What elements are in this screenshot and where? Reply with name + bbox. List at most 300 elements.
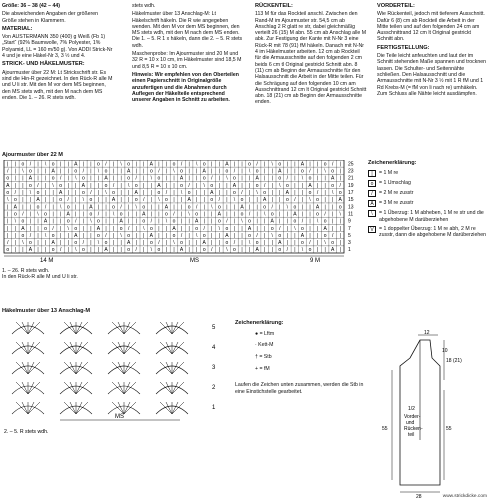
chart-cell-symbol: o (217, 204, 221, 211)
chart-cell-symbol: | (203, 218, 205, 225)
chart-cell-symbol: | (332, 197, 334, 204)
chart-cell-symbol: | (294, 232, 296, 239)
chart-cell-symbol: | (165, 175, 168, 182)
chart-cell-symbol: | (188, 240, 190, 247)
chart-cell-symbol: o (323, 232, 327, 239)
legend-item (368, 170, 488, 177)
chart-cell-symbol: o (316, 211, 319, 218)
chart-cell-symbol: | (90, 161, 92, 168)
chart-cell-symbol: / (22, 211, 24, 218)
chart-cell-symbol: o (59, 197, 63, 204)
chart-cell-symbol: \ (233, 197, 236, 204)
chart-cell-symbol: A (96, 225, 101, 232)
chart-cell-symbol: o (6, 189, 10, 196)
schematic-label-1: 1/2 (408, 406, 415, 412)
crochet-stitch (112, 382, 124, 394)
chart-cell-symbol: | (264, 225, 266, 232)
chart-cell-symbol: \ (324, 240, 326, 247)
chart-cell-symbol: o (278, 161, 282, 168)
crochet-stitch (64, 382, 76, 394)
chart-cell-symbol: \ (150, 175, 153, 182)
chart-row-number: 13 (348, 204, 354, 211)
chart-cell-symbol: A (13, 204, 18, 211)
chart-cell-symbol: o (127, 175, 131, 182)
chart-cell-symbol: A (149, 232, 154, 239)
chart-cell-symbol: | (279, 218, 281, 225)
chart-cell-symbol: A (28, 247, 33, 254)
chart-cell-symbol: | (271, 168, 273, 175)
chart-cell-symbol: | (158, 225, 160, 232)
chart-cell-symbol: | (226, 197, 228, 204)
chart-cell-symbol: | (52, 197, 54, 204)
chart-cell-symbol: | (112, 225, 115, 232)
chart-cell-symbol: \ (158, 197, 160, 204)
chart-cell-symbol: | (271, 189, 273, 196)
crochet-stitch (22, 382, 28, 394)
material-text: Von AUSTERMANN 350 (400) g Weiß (Fb 1) „Start“ (92% Baumwolle, 7% Polyester, 1% Polyamid, LL = 160 m/50 g). Von ADDI Strick-Nr 4 und je eine Häkel-Nr 3, 3 ½ und 4. (2, 34, 113, 60)
chart-cell-symbol: | (218, 247, 220, 254)
chart-cell-symbol: o (255, 182, 259, 189)
chart-cell-symbol: \ (143, 225, 145, 232)
col2-p2: Häkelmuster über 13 Anschlag-M: Lt Häkelschrift häkeln. Die R wie angegeben wenden. Mit den M vor dem MS beginnen, den MS stets wdh, mit den M nach dem MS enden. Die 1. – 5. R 1 x häkeln, dann die 2. – 5. R stets wdh. (132, 11, 243, 49)
crochet-stitch (76, 342, 88, 354)
chart-cell-symbol: | (37, 232, 39, 239)
chart-cell-symbol: A (119, 218, 123, 225)
chart-cell-symbol: / (14, 189, 17, 196)
chart-cell-symbol: / (256, 161, 258, 168)
chart-cell-symbol: o (97, 218, 100, 225)
chart-cell-symbol: \ (52, 182, 54, 189)
chart-cell-symbol: | (97, 197, 100, 204)
chart-cell-symbol: | (60, 225, 62, 232)
chart-cell-symbol: | (150, 182, 152, 189)
chart-cell-symbol: | (196, 168, 198, 175)
chart-cell-symbol: | (233, 161, 236, 168)
legend-symbol: | (368, 170, 376, 177)
chart-cell-symbol: o (21, 232, 25, 239)
dim-arm: 18 (21) (446, 358, 462, 364)
crochet-stitch (70, 342, 76, 354)
chart-cell-symbol: / (165, 189, 168, 196)
chart-cell-symbol: o (338, 204, 342, 211)
crochet-stitch (22, 402, 28, 414)
chart-bottom-label: MS (190, 258, 199, 264)
chart-cell-symbol: | (67, 240, 69, 247)
chart-cell-symbol: A (81, 182, 86, 189)
chart-cell-symbol: | (180, 204, 183, 211)
chart-cell-symbol: | (112, 175, 115, 182)
chart-cell-symbol: | (188, 247, 190, 254)
chart-cell-symbol: | (37, 218, 39, 225)
crochet-stitch (28, 342, 40, 354)
legend-text: = 1 Überzug: 1 M abheben, 1 M re str und die abgehobene M darüberziehen (379, 210, 484, 223)
chart-cell-symbol: \ (7, 197, 9, 204)
crochet-stitch (124, 402, 136, 414)
chart-cell-symbol: | (196, 189, 198, 196)
chart-cell-symbol: o (149, 225, 153, 232)
chart-cell-symbol: | (188, 161, 190, 168)
crochet-stitch (28, 382, 34, 394)
chart-cell-symbol: | (196, 175, 198, 182)
chart-cell-symbol: | (332, 211, 334, 218)
chart-cell-symbol: | (90, 175, 92, 182)
chart-cell-symbol: | (82, 204, 84, 211)
chart-cell-symbol: | (332, 218, 334, 225)
chart-cell-symbol: | (90, 247, 92, 254)
chart-cell-symbol: \ (29, 189, 32, 196)
chart-cell-symbol: | (324, 182, 326, 189)
crochet-stitch (118, 362, 124, 374)
chart-cell-symbol: | (158, 211, 160, 218)
chart-cell-symbol: | (324, 247, 326, 254)
chart-cell-symbol: o (323, 218, 327, 225)
chart-cell-symbol: | (256, 218, 258, 225)
chart-row-number: 15 (348, 197, 354, 204)
chart-cell-symbol: \ (301, 175, 304, 182)
chart-cell-symbol: o (74, 225, 78, 232)
chart-cell-symbol: | (128, 218, 130, 225)
chart-cell-symbol: \ (248, 168, 251, 175)
chart-cell-symbol: | (143, 175, 145, 182)
knitting-chart (0, 160, 362, 270)
chart-cell-symbol: | (211, 211, 213, 218)
chart-cell-symbol: \ (203, 182, 205, 189)
chart-cell-symbol: | (29, 204, 32, 211)
chart-cell-symbol: | (44, 182, 47, 189)
chart-cell-symbol: o (187, 204, 191, 211)
slip-symbol: · (255, 341, 259, 348)
chart-cell-symbol: o (134, 182, 138, 189)
crochet-stitch (172, 322, 184, 334)
chart-cell-symbol: | (7, 161, 9, 168)
chart-cell-symbol: | (286, 211, 288, 218)
chart-cell-symbol: / (309, 168, 311, 175)
chart-cell-symbol: / (233, 240, 236, 247)
chart-cell-symbol: o (248, 218, 251, 225)
crochet-stitch (166, 342, 172, 354)
chart-cell-symbol: | (173, 197, 175, 204)
chart-cell-symbol: | (264, 232, 266, 239)
chart-cell-symbol: \ (127, 182, 130, 189)
dim-right: 55 (446, 426, 452, 432)
chart-cell-symbol: \ (44, 232, 47, 239)
chart-cell-symbol: / (135, 175, 137, 182)
chart-cell-symbol: o (172, 232, 176, 239)
legend-symbol: \ (368, 210, 376, 217)
chart-cell-symbol: | (60, 232, 62, 239)
chart-cell-symbol: | (180, 211, 183, 218)
material-heading: MATERIAL: (2, 25, 33, 32)
stitch-heading: STRICK- UND HÄKELMUSTER: (2, 61, 85, 68)
crochet-stitch (172, 382, 178, 394)
chart-cell-symbol: o (285, 197, 289, 204)
chart-cell-symbol: | (97, 247, 100, 254)
chart-cell-symbol: \ (309, 197, 311, 204)
chart-cell-symbol: | (14, 161, 16, 168)
chart-cell-symbol: | (264, 175, 266, 182)
chart-cell-symbol: | (226, 204, 228, 211)
chart-cell-symbol: A (338, 197, 342, 204)
chart-cell-symbol: o (104, 168, 108, 175)
dim-top: 12 (424, 330, 430, 336)
legend-text: = 2 M re zusstr (379, 190, 414, 197)
chart-cell-symbol: o (263, 189, 267, 196)
chart-cell-symbol: | (294, 240, 296, 247)
chart-cell-symbol: | (218, 189, 220, 196)
chart-cell-symbol: | (37, 175, 39, 182)
chart-cell-symbol: / (173, 211, 175, 218)
chart-cell-symbol: \ (165, 218, 168, 225)
chart-cell-symbol: | (128, 204, 130, 211)
chart-cell-symbol: | (128, 197, 130, 204)
crochet-stitch (160, 402, 172, 414)
chart-cell-symbol: | (264, 161, 266, 168)
chart-row-number: 7 (348, 225, 351, 232)
crochet-stitch (28, 382, 40, 394)
chart-cell-symbol: A (225, 232, 229, 239)
chart-cell-symbol: | (196, 240, 198, 247)
chart-cell-symbol: o (301, 168, 304, 175)
chart-cell-symbol: o (112, 204, 115, 211)
chart-cell-symbol: A (262, 197, 267, 204)
chart-cell-symbol: \ (22, 240, 24, 247)
chart-cell-symbol: o (180, 240, 183, 247)
chart-cell-symbol: o (233, 175, 236, 182)
chart-cell-symbol: o (217, 218, 221, 225)
chart-cell-symbol: | (203, 211, 205, 218)
sc-symbol: + (255, 366, 260, 373)
chart-cell-symbol: | (14, 175, 16, 182)
chart-cell-symbol: | (324, 189, 326, 196)
chart-cell-symbol: o (74, 240, 78, 247)
chart-cell-symbol: | (75, 182, 77, 189)
chart-row-number: 11 (348, 211, 354, 218)
chart-cell-symbol: | (120, 182, 122, 189)
crochet-stitch (166, 362, 172, 374)
chart-cell-symbol: | (105, 211, 107, 218)
chart-cell-symbol: o (308, 189, 312, 196)
chart-cell-symbol: | (294, 247, 296, 254)
chart-cell-symbol: \ (82, 197, 85, 204)
chart-cell-symbol: o (270, 211, 274, 218)
chart-cell-symbol: | (82, 225, 84, 232)
chart-cell-symbol: | (316, 182, 319, 189)
size-note: Die abweichenden Angaben der größeren Größe stehen in Klammern. (2, 11, 99, 24)
chart-cell-symbol: | (75, 197, 77, 204)
chart-cell-symbol: o (195, 211, 199, 218)
chart-cell-symbol: | (37, 168, 39, 175)
chart-cell-symbol: \ (339, 211, 341, 218)
chart-cell-symbol: | (294, 168, 296, 175)
chart-cell-symbol: | (120, 175, 122, 182)
chart-cell-symbol: A (308, 182, 312, 189)
chart-cell-symbol: | (286, 168, 288, 175)
chart-cell-symbol: A (58, 189, 63, 196)
chart-cell-symbol: | (241, 225, 243, 232)
chart-cell-symbol: \ (195, 161, 198, 168)
chart-cell-symbol: | (135, 168, 137, 175)
chart-cell-symbol: | (97, 189, 100, 196)
chart-cell-symbol: | (180, 197, 183, 204)
chart-cell-symbol: | (180, 218, 183, 225)
chart-cell-symbol: o (278, 247, 282, 254)
chart-cell-symbol: / (127, 225, 130, 232)
chart-cell-symbol: A (74, 161, 78, 168)
chart-cell-symbol: | (226, 189, 228, 196)
chart-cell-symbol: | (332, 204, 334, 211)
chart-cell-symbol: \ (135, 204, 137, 211)
chart-cell-symbol: | (248, 189, 251, 196)
chart-cell-symbol: \ (263, 211, 266, 218)
chart-cell-symbol: | (218, 240, 220, 247)
chart-cell-symbol: A (278, 240, 282, 247)
chart-cell-symbol: | (112, 232, 115, 239)
crochet-stitch (124, 322, 130, 334)
chart-cell-symbol: | (203, 189, 205, 196)
chart-cell-symbol: | (37, 247, 39, 254)
chart-cell-symbol: A (330, 247, 335, 254)
chart-cell-symbol: | (22, 197, 24, 204)
chart-cell-symbol: | (37, 161, 39, 168)
chart-cell-symbol: | (309, 218, 311, 225)
chart-cell-symbol: A (134, 189, 138, 196)
chart-cell-symbol: o (112, 189, 115, 196)
legend-text: = 3 M re zusstr (379, 200, 414, 207)
chart-cell-symbol: | (211, 240, 213, 247)
chart-cell-symbol: o (316, 197, 319, 204)
chart-cell-symbol: | (196, 247, 198, 254)
chart-cell-symbol: \ (173, 240, 175, 247)
crochet-stitch (28, 362, 34, 374)
chart-cell-symbol: o (248, 232, 251, 239)
size-line: Größe: 36 – 38 (42 – 44) (2, 3, 60, 9)
crochet-stitch (76, 362, 82, 374)
chart-cell-symbol: o (263, 204, 267, 211)
chart-cell-symbol: | (309, 211, 311, 218)
chart-cell-symbol: \ (97, 240, 100, 247)
chart-cell-symbol: | (286, 232, 288, 239)
chart-cell-symbol: | (279, 197, 281, 204)
chart-cell-symbol: A (225, 161, 229, 168)
chart-cell-symbol: o (127, 247, 131, 254)
crochet-stitch (112, 402, 124, 414)
chart-cell-symbol: | (173, 204, 175, 211)
chart-cell-symbol: | (22, 175, 24, 182)
chart-cell-symbol: | (22, 182, 24, 189)
chart-cell-symbol: o (195, 225, 199, 232)
chart-note-1: 1. – 26. R stets wdh. (2, 268, 50, 274)
chart-cell-symbol: / (7, 240, 9, 247)
chart-cell-symbol: \ (150, 247, 153, 254)
chart-cell-symbol: o (104, 240, 108, 247)
chart-cell-symbol: | (120, 168, 122, 175)
legend-item (368, 200, 488, 207)
chart-cell-symbol: | (143, 240, 145, 247)
chart-cell-symbol: | (150, 189, 152, 196)
crochet-stitch (76, 402, 82, 414)
chart-cell-symbol: | (218, 161, 220, 168)
chart-cell-symbol: o (104, 182, 108, 189)
front-text: Wie Rückenteil, jedoch mit tieferem Ausschnitt. Dafür 6 (8) cm ab Rockteil die Arbeit in der Mitte teilen und auf den folgenden 24 cm am Ausschnittrand 12 cm lt Original gestrickt Schnitt abn. (377, 11, 485, 43)
schematic-label-4: Rücken- (404, 426, 423, 432)
chart-cell-symbol: | (248, 204, 251, 211)
chart-cell-symbol: / (29, 161, 32, 168)
chart-cell-symbol: o (97, 161, 100, 168)
chart-cell-symbol: A (255, 247, 259, 254)
crochet-stitch (118, 382, 124, 394)
chart-cell-symbol: o (285, 182, 289, 189)
chart-cell-symbol: | (128, 211, 130, 218)
crochet-stitch (166, 382, 172, 394)
crochet-row-number: 4 (212, 345, 216, 351)
chart-cell-symbol: o (331, 240, 335, 247)
chart-cell-symbol: / (143, 197, 145, 204)
chart-cell-symbol: A (149, 161, 154, 168)
chart-row-number: 25 (348, 161, 354, 168)
crochet-stitch (172, 342, 184, 354)
chart-cell-symbol: | (14, 225, 16, 232)
chart-cell-symbol: / (203, 225, 205, 232)
chart-cell-symbol: | (60, 240, 62, 247)
legend-symbol: V (368, 226, 376, 233)
chart-cell-symbol: | (143, 189, 145, 196)
crochet-stitch (70, 362, 76, 374)
chart-cell-symbol: | (316, 225, 319, 232)
chart-cell-symbol: | (233, 211, 236, 218)
crochet-row-number: 2 (212, 385, 216, 391)
col2-p1: stets wdh. (132, 3, 156, 9)
chart-cell-symbol: o (81, 189, 85, 196)
crochet-stitch (16, 382, 28, 394)
crochet-stitch (28, 322, 34, 334)
chart-cell-symbol: | (7, 204, 9, 211)
crochet-stitch (124, 402, 130, 414)
chart-cell-symbol: | (188, 232, 190, 239)
chart-cell-symbol: | (29, 218, 32, 225)
chart-cell-symbol: / (90, 189, 92, 196)
chart-cell-symbol: | (44, 247, 47, 254)
chart-cell-symbol: | (143, 182, 145, 189)
chart-cell-symbol: | (173, 182, 175, 189)
chart-cell-symbol: o (331, 182, 335, 189)
chart-cell-symbol: | (316, 175, 319, 182)
finishing-text: Die Teile leicht anfeuchten und laut der im Schnitt stehenden Maße spannen und trocknen lassen. Die Schulter- und Seitennähte schließen. Den Halsausschnitt und die Armausschnitte mit N-Nr 3 ½ mit 1 R fM und 1 Rd Krebs-M (= fM von li nach re) umhäkeln. Zum Schluss alle Nähte leicht ausdämpfen. (377, 53, 487, 97)
crochet-stitch (28, 402, 40, 414)
footer-url: www.strickdicke.com (442, 494, 487, 499)
chart-cell-symbol: o (240, 197, 244, 204)
chart-cell-symbol: o (51, 247, 55, 254)
chart-cell-symbol: | (158, 161, 160, 168)
chart-cell-symbol: o (6, 247, 10, 254)
chart-cell-symbol: / (263, 182, 266, 189)
chart-cell-symbol: | (143, 161, 145, 168)
chart-cell-symbol: | (233, 232, 236, 239)
chart-cell-symbol: | (97, 204, 100, 211)
col2-p3: Maschenprobe: Im Ajourmuster sind 20 M und 32 R = 10 x 10 cm, im Häkelmuster sind 18,5 M und 8,5 R = 10 x 10 cm. (132, 51, 242, 70)
chain-symbol: ● (255, 331, 260, 338)
chart-cell-symbol: A (217, 211, 222, 218)
chart-cell-symbol: \ (97, 168, 100, 175)
chart-cell-symbol: | (211, 218, 213, 225)
chart-cell-symbol: | (67, 182, 69, 189)
crochet-stitch (124, 362, 136, 374)
chart-cell-symbol: | (7, 218, 9, 225)
crochet-note: 2. – 5. R stets wdh. (4, 429, 49, 435)
chart-cell-symbol: | (60, 168, 62, 175)
chart-cell-symbol: / (324, 211, 326, 218)
chart-cell-symbol: | (294, 189, 296, 196)
chart-cell-symbol: o (157, 247, 161, 254)
